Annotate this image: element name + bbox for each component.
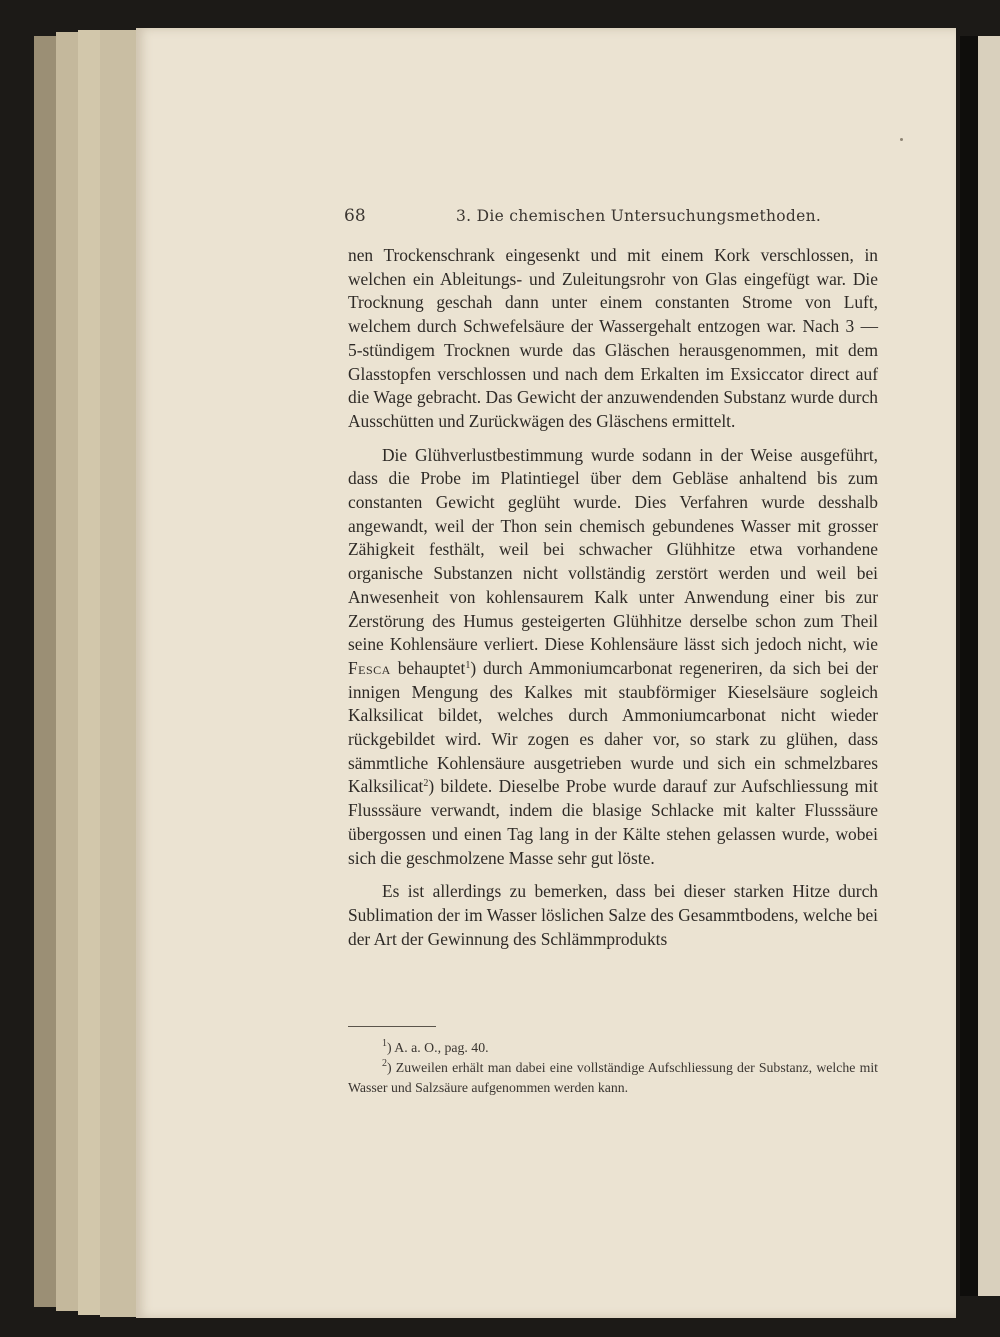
paragraph-3: Es ist allerdings zu bemerken, dass bei dieser starken Hitze durch Sublimation der im Wasser löslichen Salze des Gesammtbodens, welche bei der Art der Gewinnung des Schlämmprodukts [348,881,878,949]
footnote-2-mark: 2 [382,1058,387,1069]
paper-speck [900,138,903,141]
footnotes [348,1038,878,1098]
body-text [348,244,878,951]
footnote-2-text: ) Zuweilen erhält man dabei eine vollständige Aufschliessung der Substanz, welche mit Wasser und Salzsäure aufgenommen werden kann. [348,1060,878,1095]
footnote-1-mark: 1 [382,1038,387,1049]
page-header [344,206,874,230]
paragraph-1: nen Trockenschrank eingesenkt und mit einem Kork verschlossen, in welchen ein Ableitungs- und Zuleitungsrohr von Glas eingefügt war. Die Trocknung geschah dann unter einem constanten Strome von Luft, welchem durch Schwefelsäure der Wassergehalt entzogen war. Nach 3 — 5-stündigem Trocknen wurde das Gläschen herausgenommen, mit dem Glasstopfen verschlossen und nach dem Erkalten im Exsiccator direct auf die Wage gebracht. Das Gewicht der anzuwendenden Substanz wurde durch Ausschütten und Zurückwägen des Gläschens ermittelt. [348,245,878,431]
paragraph-2-part-a: Die Glühverlustbestimmung wurde sodann in der Weise ausgeführt, dass die Probe im Platintiegel über dem Gebläse anhaltend bis zum constanten Gewicht geglüht wurde. Dies Verfahren wurde desshalb angewandt, weil der Thon sein chemisch gebundenes Wasser mit grosser Zähigkeit festhält, weil bei schwacher Glühhitze etwa vorhandene organische Substanzen nicht vollständig zerstört werden und weil bei Anwesenheit von kohlensaurem Kalk unter Anwendung einer bis zur Zerstörung des Humus gesteigerten Glühhitze derselbe schon zum Theil seine Kohlensäure verliert. Diese Kohlensäure lässt sich jedoch nicht, wie [348,444,878,655]
footnote-ref-1[interactable]: 1 [465,659,471,671]
footnote-2 [348,1058,878,1098]
footnote-rule [348,1026,436,1027]
book-edge-layer [100,30,140,1317]
paragraph-2-part-d: ) bildete. Dieselbe Probe wurde darauf zur Aufschliessung mit Flusssäure verwandt, indem die blasige Schlacke mit kalter Flusssäure übergossen und einen Tag lang in der Kälte stehen gelassen wurde, wobei sich die geschmolzene Masse sehr gut löste. [348,776,878,868]
paragraph-2 [348,444,878,871]
page-number: 68 [344,206,366,226]
facing-page-edge [960,36,1000,1296]
running-title: 3. Die chemischen Untersuchungsmethoden. [456,207,822,225]
paragraph-2-part-c: ) durch Ammoniumcarbonat regeneriren, da sich bei der innigen Mengung des Kalkes mit staubförmiger Kieselsäure sogleich Kalksilicat bildet, welches durch Ammoniumcarbonat nicht wieder rückgebildet wird. Wir zogen es daher vor, so stark zu glühen, dass sämmtliche Kohlensäure ausgetrieben wurde und sich ein schmelzbares Kalksilicat [348,657,878,797]
author-name: Fesca [348,657,391,678]
facing-page-sliver [978,36,1000,1296]
paragraph-2-part-b: behauptet [397,657,466,678]
footnote-1 [348,1038,878,1058]
footnote-ref-2[interactable]: 2 [423,778,429,790]
footnote-1-text: ) A. a. O., pag. 40. [387,1040,489,1055]
